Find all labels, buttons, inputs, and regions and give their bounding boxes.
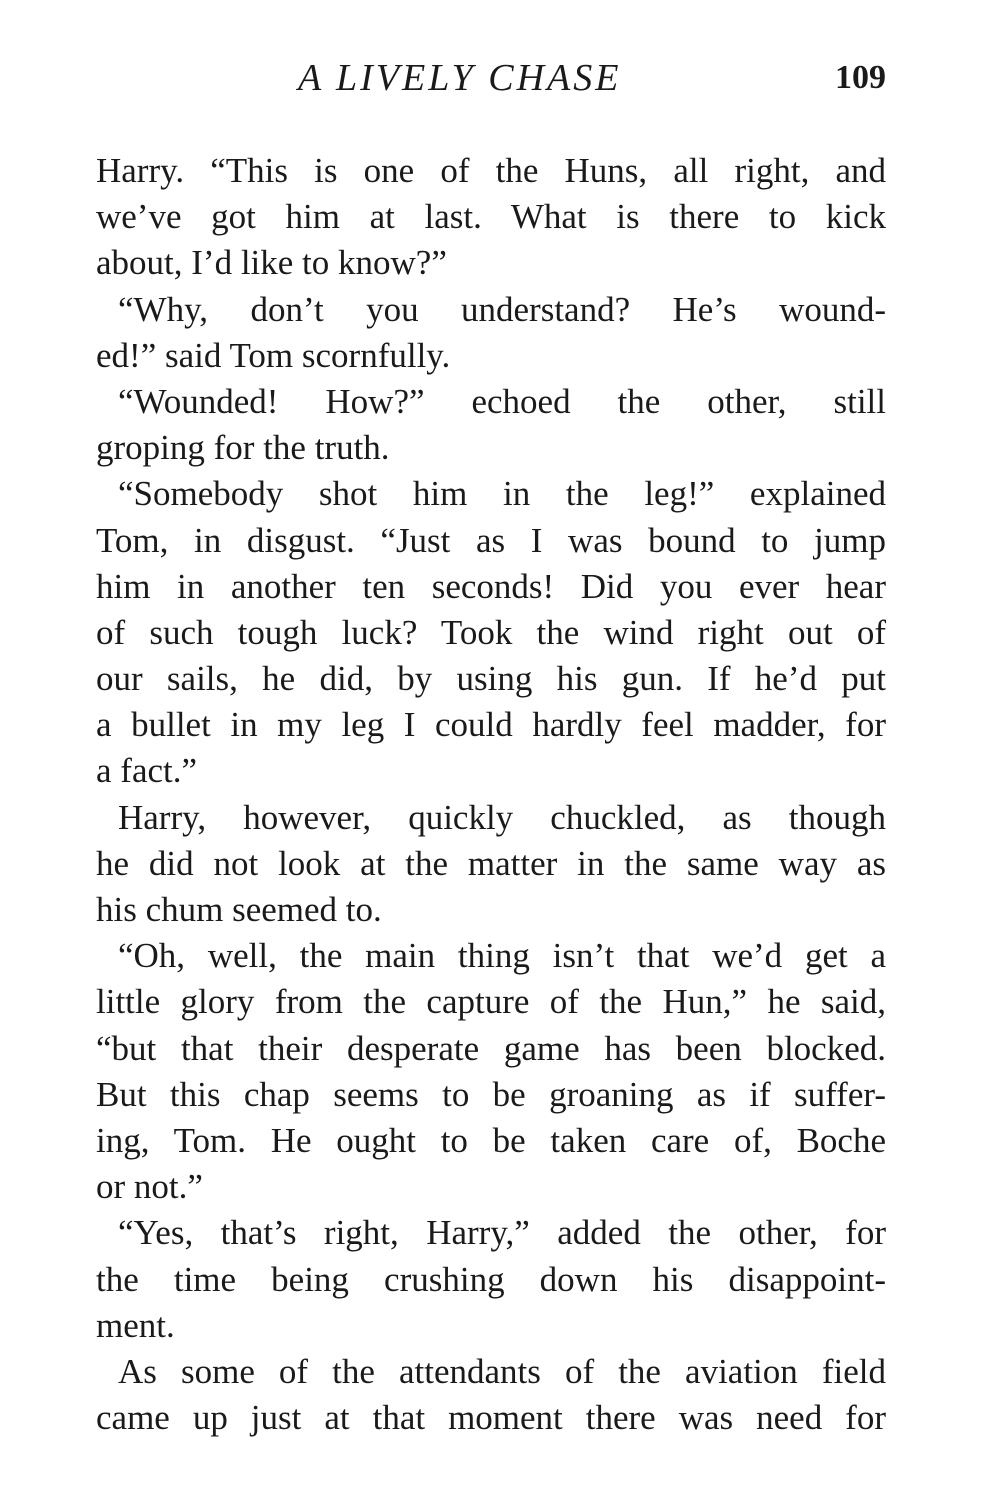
text-line: about, I’d like to know?” xyxy=(96,243,447,283)
text-line: him in another ten seconds! Did you ever hear xyxy=(96,566,886,606)
text-line: the time being crushing down his disappoint- xyxy=(96,1259,886,1299)
text-line: our sails, he did, by using his gun. If he’d put xyxy=(96,659,886,699)
text-line: Harry, however, quickly chuckled, as though xyxy=(118,797,886,837)
running-head xyxy=(96,50,886,110)
text-line: “Somebody shot him in the leg!” explained xyxy=(118,474,886,514)
text-line: ed!” said Tom scornfully. xyxy=(96,335,451,375)
text-line: his chum seemed to. xyxy=(96,890,382,929)
text-line: “Yes, that’s right, Harry,” added the other, for xyxy=(118,1213,886,1253)
text-line: of such tough luck? Took the wind right out of xyxy=(96,612,886,652)
page-number: 109 xyxy=(835,59,886,96)
text-line: groping for the truth. xyxy=(96,428,390,468)
running-title: A LIVELY CHASE xyxy=(298,57,622,99)
text-line: Tom, in disgust. “Just as I was bound to jump xyxy=(96,520,886,560)
text-line: he did not look at the matter in the same way as xyxy=(96,843,886,883)
text-line: ing, Tom. He ought to be taken care of, Boche xyxy=(96,1120,886,1160)
text-line: a fact.” xyxy=(96,751,198,791)
text-line: “Wounded! How?” echoed the other, still xyxy=(118,381,886,421)
text-line: came up just at that moment there was need for xyxy=(96,1398,886,1438)
text-line: ment. xyxy=(96,1305,175,1345)
text-line: or not.” xyxy=(96,1167,203,1207)
text-line: little glory from the capture of the Hun,” he said, xyxy=(96,982,886,1022)
text-line: “but that their desperate game has been blocked. xyxy=(96,1028,886,1068)
text-line: “Why, don’t you understand? He’s wound- xyxy=(118,289,886,329)
text-line: Harry. “This is one of the Huns, all right, and xyxy=(96,151,886,190)
text-line: we’ve got him at last. What is there to kick xyxy=(96,197,886,237)
text-line: But this chap seems to be groaning as if suffer- xyxy=(96,1074,886,1114)
text-line: As some of the attendants of the aviation field xyxy=(118,1351,886,1391)
body-text xyxy=(96,148,886,1441)
text-line: a bullet in my leg I could hardly feel madder, for xyxy=(96,705,886,745)
text-line: “Oh, well, the main thing isn’t that we’d get a xyxy=(118,936,886,976)
